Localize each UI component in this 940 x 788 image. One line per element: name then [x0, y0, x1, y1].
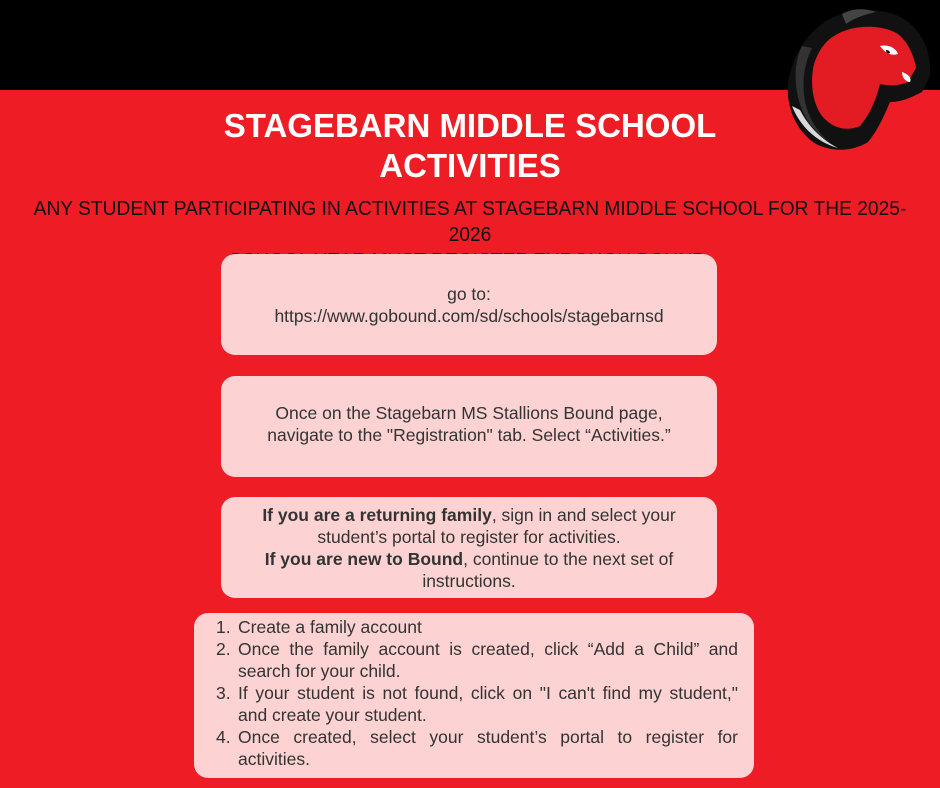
- list-item: [216, 616, 738, 638]
- bound-url-link[interactable]: https://www.gobound.com/sd/schools/stagebarnsd: [274, 306, 664, 326]
- page-title-line2: ACTIVITIES: [379, 147, 561, 184]
- list-item-text: Once the family account is created, click “Add a Child” and search for your child.: [238, 639, 738, 681]
- step2-line1: Once on the Stagebarn MS Stallions Bound page,: [275, 403, 663, 423]
- returning-family-line1: [221, 504, 717, 526]
- step2-line2: navigate to the "Registration" tab. Select “Activities.”: [267, 425, 671, 445]
- list-item-number: 2.: [216, 639, 231, 659]
- list-item-text: If your student is not found, click on "I can't find my student," and create your student.: [238, 683, 738, 725]
- step-card-go-to: [221, 254, 717, 355]
- step1-label: go to:: [447, 284, 491, 304]
- new-family-rest2: instructions.: [422, 571, 516, 591]
- list-item-text: Create a family account: [238, 617, 422, 637]
- new-family-line1: [221, 548, 717, 570]
- step-card-instructions: [194, 613, 754, 778]
- list-item-number: 1.: [216, 617, 231, 637]
- subtitle-line1: ANY STUDENT PARTICIPATING IN ACTIVITIES AT STAGEBARN MIDDLE SCHOOL FOR THE 2025-2026: [33, 198, 907, 246]
- list-item: [216, 682, 738, 726]
- list-item: [216, 726, 738, 770]
- new-family-rest1: , continue to the next set of: [463, 549, 674, 569]
- returning-family-rest1: , sign in and select your: [491, 505, 676, 525]
- list-item: [216, 638, 738, 682]
- step-card-navigate: [221, 376, 717, 477]
- list-item-text: Once created, select your student’s portal to register for activities.: [238, 727, 738, 769]
- returning-family-rest2: student’s portal to register for activities.: [317, 527, 621, 547]
- returning-family-bold: If you are a returning family: [262, 505, 492, 525]
- list-item-number: 4.: [216, 727, 231, 747]
- step-card-family-type: [221, 497, 717, 598]
- instructions-list: [216, 616, 738, 770]
- page-title-line1: STAGEBARN MIDDLE SCHOOL: [223, 107, 717, 144]
- list-item-number: 3.: [216, 683, 231, 703]
- new-family-bold: If you are new to Bound: [264, 549, 464, 569]
